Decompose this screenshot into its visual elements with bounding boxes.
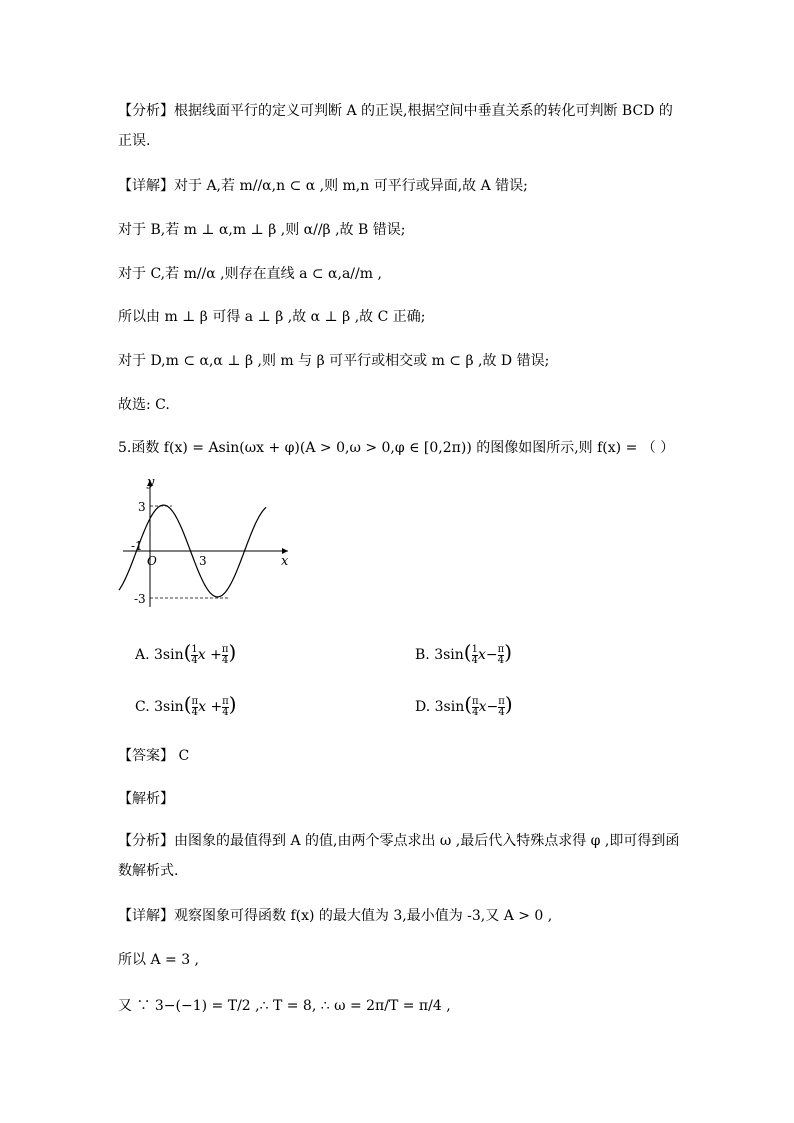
option-a: A. 3sin( $\frac{1}{4}$ x + $\frac{\pi}{4}$ ) [135,640,237,666]
line-detail-c2: 所以由 m ⊥ β 可得 a ⊥ β ,故 α ⊥ β ,故 C 正确; [118,309,426,325]
line-detail-d: 对于 D,m ⊂ α,α ⊥ β ,则 m 与 β 可平行或相交或 m ⊂ β ,故 D 错误; [118,353,550,369]
tick-x-3: 3 [199,554,207,568]
option-b: B. 3sin( $\frac{1}{4}$ x− $\frac{\pi}{4}$ ) [415,640,512,666]
answer-line: 【答案】 C [118,748,190,764]
analysis-2: 【分析】由图象的最值得到 A 的值,由两个零点求出 ω ,最后代入特殊点求得 φ ,即可得到函数解析式. [118,833,680,879]
sine-graph [115,472,315,612]
line-choose: 故选: C. [118,397,170,413]
tick-x-neg1: -1 [131,539,143,553]
x-axis-label: x [281,554,289,569]
question-5: 5.函数 f(x) = Asin(ωx + φ)(A > 0,ω > 0,φ ∈ [0,2π)) 的图像如图所示,则 f(x) = （ ） [118,440,675,456]
line-analysis-1: 【分析】根据线面平行的定义可判断 A 的正误,根据空间中垂直关系的转化可判断 BCD 的正误. [118,103,673,149]
explanation-header: 【解析】 [118,791,174,807]
line-detail-a: 【详解】对于 A,若 m//α,n ⊂ α ,则 m,n 可平行或异面,故 A 错误; [118,178,528,194]
line-detail-c: 对于 C,若 m//α ,则存在直线 a ⊂ α,a//m , [118,266,382,282]
option-d: D. 3sin( $\frac{\pi}{4}$ x− $\frac{\pi}{4}$ ) [415,692,513,718]
line-detail-b: 对于 B,若 m ⊥ α,m ⊥ β ,则 α//β ,故 B 错误; [118,222,406,238]
period-line: 又 ∵ 3−(−1) = T/2 ,∴ T = 8, ∴ ω = 2π/T = π/4 , [118,998,451,1014]
tick-y-3: 3 [138,500,146,514]
tick-y-neg3: -3 [134,592,146,606]
option-c: C. 3sin( $\frac{\pi}{4}$ x + $\frac{\pi}{4}$ ) [135,692,237,718]
y-axis-label: y [147,475,155,490]
detail-2: 【详解】观察图象可得函数 f(x) 的最大值为 3,最小值为 -3,又 A > 0 , [118,908,553,924]
so-a-3: 所以 A = 3 , [118,952,199,968]
origin-label: O [147,554,157,568]
